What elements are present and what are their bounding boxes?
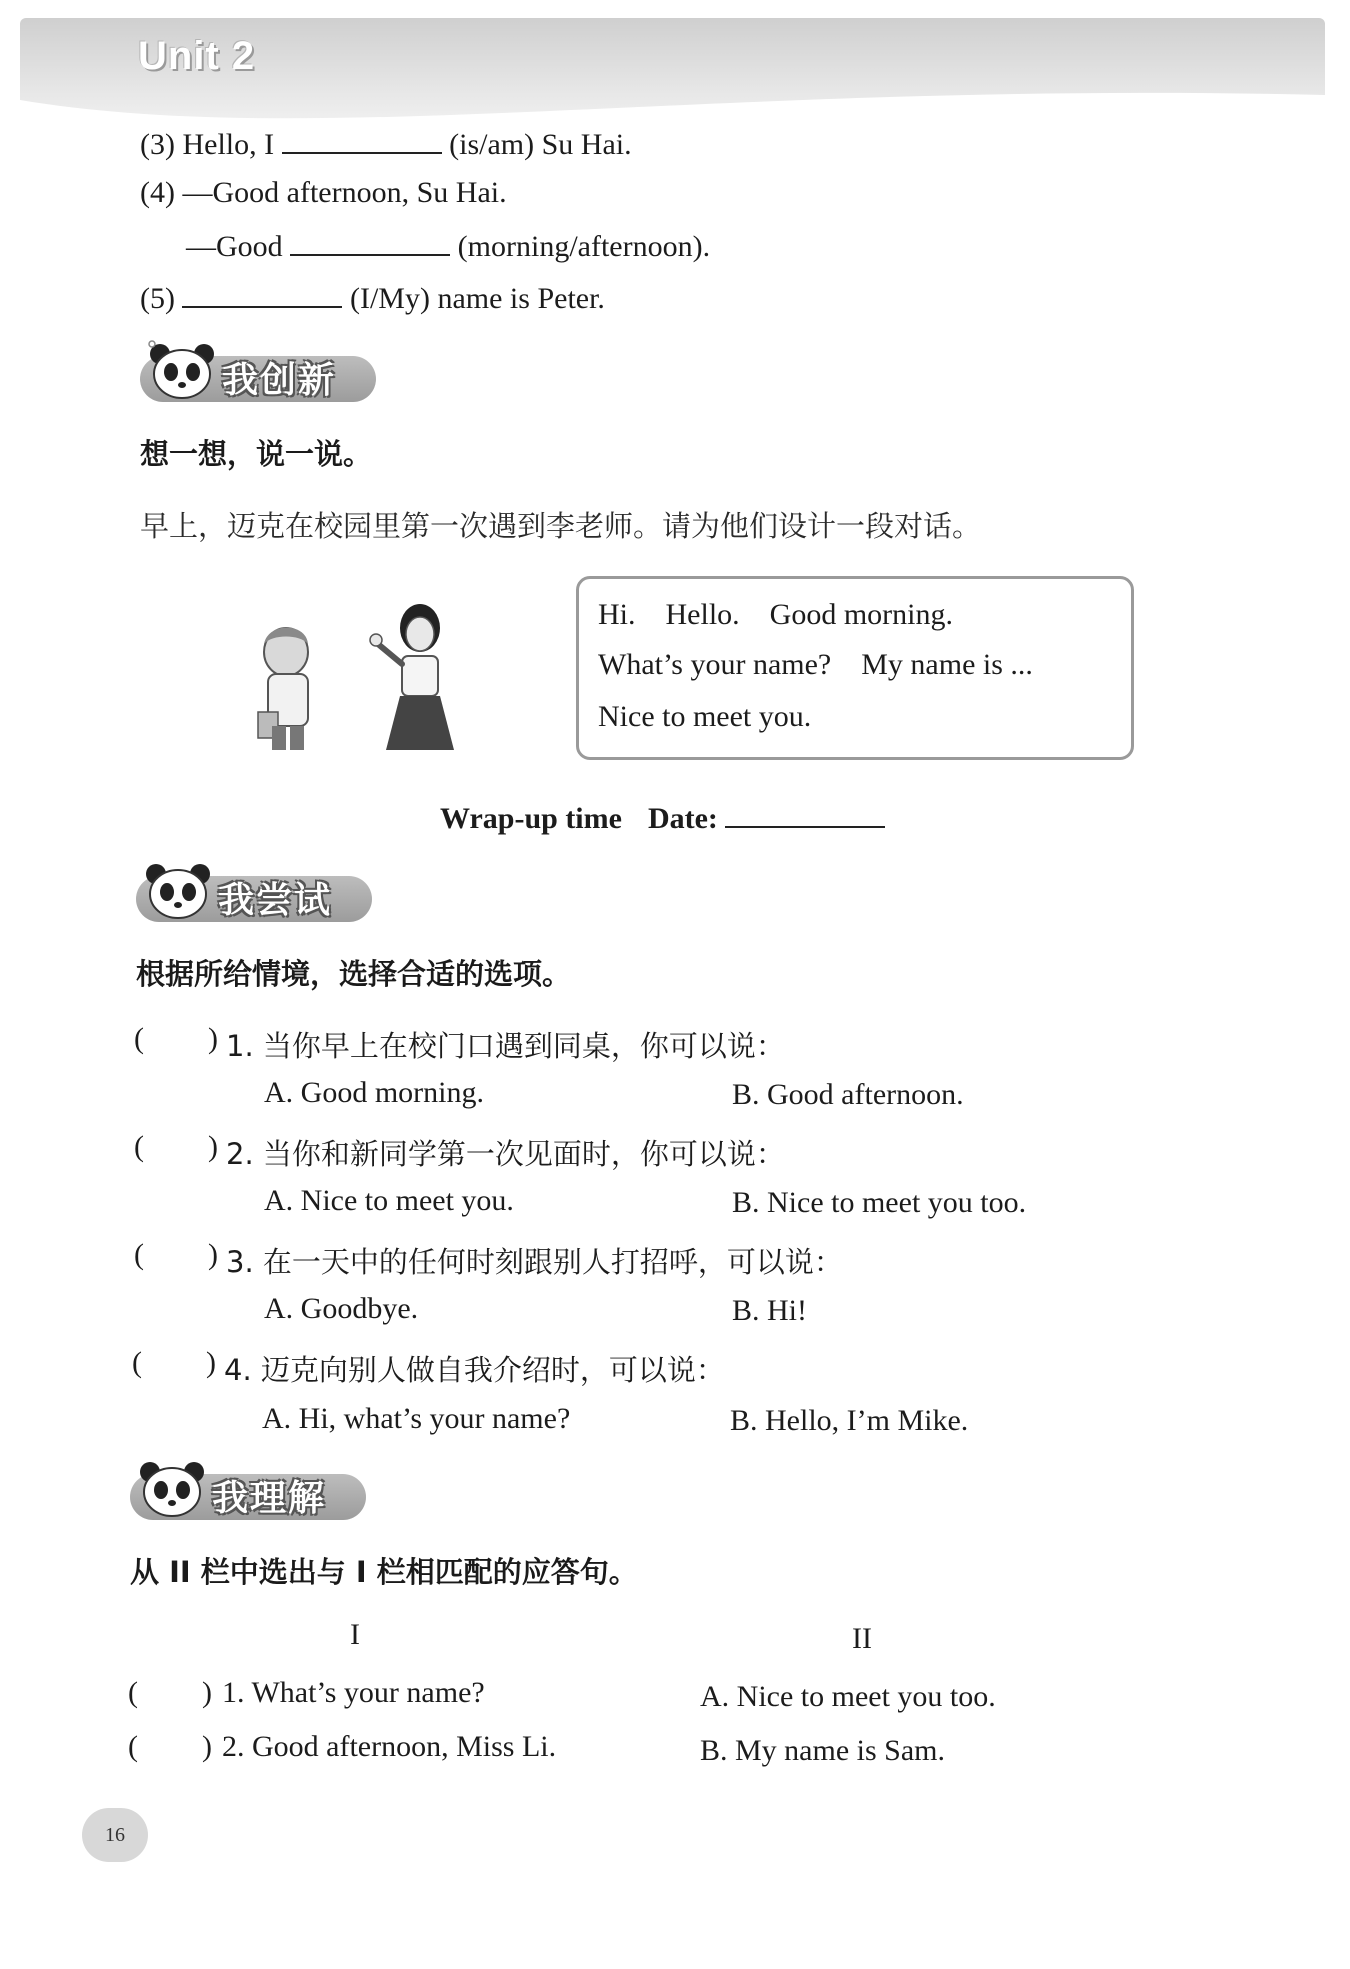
match-right-a: A. Nice to meet you too. xyxy=(700,1680,996,1713)
match-answer-slot-1[interactable] xyxy=(154,1678,202,1712)
answer-paren-open: ( xyxy=(134,1130,144,1163)
column-2-header: II xyxy=(852,1622,872,1655)
question-4-line1: (4) —Good afternoon, Su Hai. xyxy=(140,176,507,209)
answer-paren-close: ) xyxy=(206,1346,216,1379)
q5-prefix: (5) xyxy=(140,282,175,315)
phrase-whats-your-name: What’s your name? xyxy=(598,648,832,681)
q4-prefix: —Good xyxy=(186,230,283,263)
section-understand-instruction: 从 II 栏中选出与 I 栏相匹配的应答句。 xyxy=(130,1555,638,1589)
phrase-line-3: Nice to meet you. xyxy=(598,700,812,733)
try-q4-option-a: A. Hi, what’s your name? xyxy=(262,1402,571,1435)
phrase-line-2 xyxy=(598,648,1033,682)
page-number: 16 xyxy=(82,1808,148,1862)
answer-paren-open: ( xyxy=(134,1022,144,1055)
section-create-title: 我创新 xyxy=(222,360,337,401)
phrase-line-1 xyxy=(598,598,953,632)
wrap-up-title: Wrap-up time xyxy=(440,802,622,835)
try-q2-option-a: A. Nice to meet you. xyxy=(264,1184,514,1217)
try-q1-option-a: A. Good morning. xyxy=(264,1076,484,1109)
match-right-b: B. My name is Sam. xyxy=(700,1734,945,1767)
answer-paren-close: ) xyxy=(208,1130,218,1163)
section-try-instruction: 根据所给情境，选择合适的选项。 xyxy=(136,957,572,991)
try-q4-option-b: B. Hello, I’m Mike. xyxy=(730,1404,969,1437)
section-try-title: 我尝试 xyxy=(218,880,333,921)
section-understand-title: 我理解 xyxy=(212,1478,327,1519)
try-question-4: 4. 迈克向别人做自我介绍时，可以说： xyxy=(224,1353,725,1387)
answer-paren-open: ( xyxy=(128,1676,138,1709)
answer-slot-3[interactable] xyxy=(160,1240,208,1274)
try-question-3: 3. 在一天中的任何时刻跟别人打招呼，可以说： xyxy=(226,1245,843,1279)
answer-paren-close: ) xyxy=(208,1022,218,1055)
answer-paren-open: ( xyxy=(132,1346,142,1379)
q3-blank[interactable] xyxy=(282,126,442,154)
phrase-my-name-is: My name is ... xyxy=(861,648,1033,681)
wrap-up-heading xyxy=(440,800,885,836)
try-q3-option-b: B. Hi! xyxy=(732,1294,807,1327)
phrase-hello: Hello. xyxy=(665,598,740,631)
q5-blank[interactable] xyxy=(182,280,342,308)
phrase-good-morning: Good morning. xyxy=(769,598,953,631)
date-label: Date: xyxy=(647,802,718,835)
boy-and-teacher-illustration xyxy=(250,600,470,760)
q4-blank[interactable] xyxy=(290,228,450,256)
answer-paren-close: ) xyxy=(208,1238,218,1271)
question-4-line2 xyxy=(186,228,710,264)
match-left-1: 1. What’s your name? xyxy=(222,1676,485,1709)
column-1-header: I xyxy=(350,1618,360,1651)
try-q1-option-b: B. Good afternoon. xyxy=(732,1078,964,1111)
try-question-2: 2. 当你和新同学第一次见面时，你可以说： xyxy=(226,1137,785,1171)
q3-prefix: (3) Hello, I xyxy=(140,128,275,161)
answer-paren-open: ( xyxy=(134,1238,144,1271)
section-create-prompt: 早上，迈克在校园里第一次遇到李老师。请为他们设计一段对话。 xyxy=(140,509,982,543)
question-5 xyxy=(140,280,605,316)
phrase-hi: Hi. xyxy=(598,598,636,631)
answer-slot-1[interactable] xyxy=(160,1024,208,1058)
answer-slot-2[interactable] xyxy=(160,1132,208,1166)
answer-slot-4[interactable] xyxy=(158,1348,206,1382)
try-q2-option-b: B. Nice to meet you too. xyxy=(732,1186,1027,1219)
match-answer-slot-2[interactable] xyxy=(154,1732,202,1766)
unit-label: Unit 2 xyxy=(138,34,256,78)
answer-paren-open: ( xyxy=(128,1730,138,1763)
date-blank[interactable] xyxy=(725,800,885,828)
match-left-2: 2. Good afternoon, Miss Li. xyxy=(222,1730,557,1763)
answer-paren-close: ) xyxy=(202,1730,212,1763)
q5-suffix: (I/My) name is Peter. xyxy=(349,282,605,315)
panda-icon xyxy=(134,1456,214,1526)
panda-icon xyxy=(140,858,220,928)
question-3 xyxy=(140,126,632,162)
answer-paren-close: ) xyxy=(202,1676,212,1709)
q3-suffix: (is/am) Su Hai. xyxy=(449,128,632,161)
q4-suffix: (morning/afternoon). xyxy=(457,230,711,263)
section-create-instruction: 想一想，说一说。 xyxy=(140,437,373,471)
try-question-1: 1. 当你早上在校门口遇到同桌，你可以说： xyxy=(226,1029,785,1063)
panda-icon xyxy=(144,338,224,408)
try-q3-option-a: A. Goodbye. xyxy=(264,1292,419,1325)
